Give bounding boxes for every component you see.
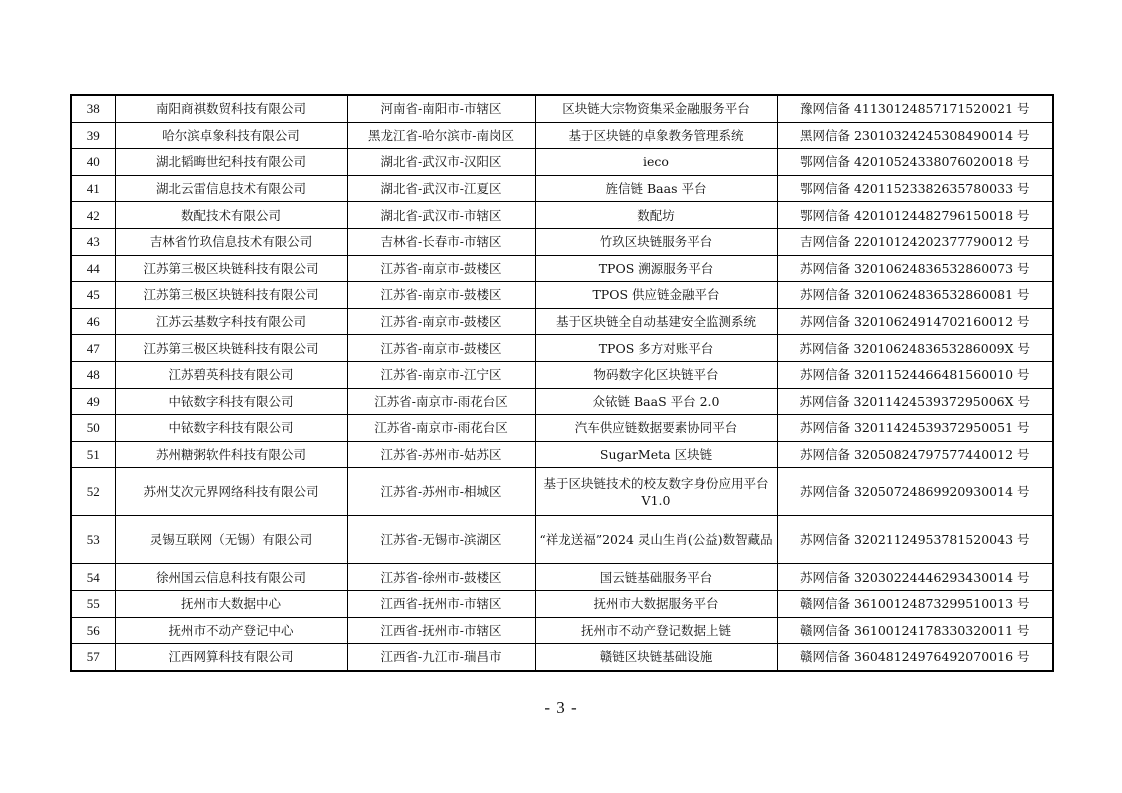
cell-filing-number: 鄂网信备 42011523382635780033 号 bbox=[777, 175, 1053, 202]
cell-service-name: 竹玖区块链服务平台 bbox=[535, 228, 777, 255]
cell-company: 江西网算科技有限公司 bbox=[115, 644, 347, 671]
cell-location: 吉林省-长春市-市辖区 bbox=[347, 228, 535, 255]
cell-service-name: TPOS 多方对账平台 bbox=[535, 335, 777, 362]
cell-location: 江苏省-南京市-鼓楼区 bbox=[347, 335, 535, 362]
cell-service-name: 基于区块链的卓象教务管理系统 bbox=[535, 122, 777, 149]
cell-company: 中铱数字科技有限公司 bbox=[115, 415, 347, 442]
cell-filing-number: 赣网信备 36048124976492070016 号 bbox=[777, 644, 1053, 671]
cell-number: 55 bbox=[71, 590, 115, 617]
cell-service-name: 赣链区块链基础设施 bbox=[535, 644, 777, 671]
cell-location: 江苏省-徐州市-鼓楼区 bbox=[347, 564, 535, 591]
cell-filing-number: 苏网信备 32050824797577440012 号 bbox=[777, 441, 1053, 468]
table-row bbox=[71, 95, 1053, 122]
cell-filing-number: 鄂网信备 42010524338076020018 号 bbox=[777, 149, 1053, 176]
cell-company: 哈尔滨卓象科技有限公司 bbox=[115, 122, 347, 149]
cell-number: 50 bbox=[71, 415, 115, 442]
cell-service-name: 汽车供应链数据要素协同平台 bbox=[535, 415, 777, 442]
cell-location: 江苏省-苏州市-姑苏区 bbox=[347, 441, 535, 468]
cell-company: 徐州国云信息科技有限公司 bbox=[115, 564, 347, 591]
cell-filing-number: 黑网信备 23010324245308490014 号 bbox=[777, 122, 1053, 149]
cell-service-name: SugarMeta 区块链 bbox=[535, 441, 777, 468]
table-row bbox=[71, 202, 1053, 229]
cell-filing-number: 苏网信备 32010624836532860073 号 bbox=[777, 255, 1053, 282]
cell-service-name: TPOS 供应链金融平台 bbox=[535, 282, 777, 309]
cell-location: 河南省-南阳市-市辖区 bbox=[347, 95, 535, 122]
cell-location: 江西省-抚州市-市辖区 bbox=[347, 590, 535, 617]
table-row bbox=[71, 361, 1053, 388]
cell-filing-number: 鄂网信备 42010124482796150018 号 bbox=[777, 202, 1053, 229]
cell-filing-number: 苏网信备 32010624836532860081 号 bbox=[777, 282, 1053, 309]
cell-service-name: TPOS 溯源服务平台 bbox=[535, 255, 777, 282]
cell-company: 中铱数字科技有限公司 bbox=[115, 388, 347, 415]
cell-service-name: ieco bbox=[535, 149, 777, 176]
cell-number: 41 bbox=[71, 175, 115, 202]
table-row bbox=[71, 335, 1053, 362]
cell-company: 吉林省竹玖信息技术有限公司 bbox=[115, 228, 347, 255]
cell-service-name: 抚州市大数据服务平台 bbox=[535, 590, 777, 617]
table-row bbox=[71, 255, 1053, 282]
cell-number: 39 bbox=[71, 122, 115, 149]
cell-filing-number: 苏网信备 32011424539372950051 号 bbox=[777, 415, 1053, 442]
cell-location: 江苏省-南京市-江宁区 bbox=[347, 361, 535, 388]
cell-filing-number: 苏网信备 3201142453937295006X 号 bbox=[777, 388, 1053, 415]
registry-table-body bbox=[71, 95, 1053, 671]
cell-company: 抚州市大数据中心 bbox=[115, 590, 347, 617]
cell-location: 江西省-抚州市-市辖区 bbox=[347, 617, 535, 644]
table-row bbox=[71, 149, 1053, 176]
cell-location: 江苏省-南京市-雨花台区 bbox=[347, 415, 535, 442]
cell-service-name: 基于区块链技术的校友数字身份应用平台 V1.0 bbox=[535, 468, 777, 516]
cell-location: 黑龙江省-哈尔滨市-南岗区 bbox=[347, 122, 535, 149]
table-row bbox=[71, 590, 1053, 617]
cell-company: 灵锡互联网（无锡）有限公司 bbox=[115, 516, 347, 564]
cell-company: 江苏第三极区块链科技有限公司 bbox=[115, 255, 347, 282]
cell-filing-number: 赣网信备 36100124873299510013 号 bbox=[777, 590, 1053, 617]
cell-filing-number: 苏网信备 32021124953781520043 号 bbox=[777, 516, 1053, 564]
table-row bbox=[71, 388, 1053, 415]
cell-number: 45 bbox=[71, 282, 115, 309]
cell-filing-number: 赣网信备 36100124178330320011 号 bbox=[777, 617, 1053, 644]
cell-service-name: 抚州市不动产登记数据上链 bbox=[535, 617, 777, 644]
table-row bbox=[71, 175, 1053, 202]
table-row bbox=[71, 468, 1053, 516]
cell-service-name: 物码数字化区块链平台 bbox=[535, 361, 777, 388]
cell-location: 江苏省-南京市-鼓楼区 bbox=[347, 308, 535, 335]
cell-company: 江苏碧英科技有限公司 bbox=[115, 361, 347, 388]
cell-location: 江苏省-苏州市-相城区 bbox=[347, 468, 535, 516]
cell-location: 湖北省-武汉市-汉阳区 bbox=[347, 149, 535, 176]
cell-number: 49 bbox=[71, 388, 115, 415]
cell-company: 江苏第三极区块链科技有限公司 bbox=[115, 335, 347, 362]
cell-company: 苏州糖粥软件科技有限公司 bbox=[115, 441, 347, 468]
cell-number: 57 bbox=[71, 644, 115, 671]
cell-company: 南阳商祺数贸科技有限公司 bbox=[115, 95, 347, 122]
table-row bbox=[71, 516, 1053, 564]
cell-filing-number: 苏网信备 3201062483653286009X 号 bbox=[777, 335, 1053, 362]
cell-location: 江苏省-南京市-鼓楼区 bbox=[347, 282, 535, 309]
cell-number: 44 bbox=[71, 255, 115, 282]
table-row bbox=[71, 617, 1053, 644]
cell-service-name: 基于区块链全自动基建安全监测系统 bbox=[535, 308, 777, 335]
cell-filing-number: 苏网信备 32030224446293430014 号 bbox=[777, 564, 1053, 591]
table-row bbox=[71, 308, 1053, 335]
table-row bbox=[71, 122, 1053, 149]
page-number: - 3 - bbox=[544, 698, 578, 717]
cell-location: 江苏省-无锡市-滨湖区 bbox=[347, 516, 535, 564]
cell-company: 数配技术有限公司 bbox=[115, 202, 347, 229]
cell-number: 48 bbox=[71, 361, 115, 388]
cell-filing-number: 苏网信备 32050724869920930014 号 bbox=[777, 468, 1053, 516]
cell-location: 湖北省-武汉市-市辖区 bbox=[347, 202, 535, 229]
cell-company: 苏州艾次元界网络科技有限公司 bbox=[115, 468, 347, 516]
table-row bbox=[71, 282, 1053, 309]
cell-location: 江苏省-南京市-鼓楼区 bbox=[347, 255, 535, 282]
cell-filing-number: 苏网信备 32011524466481560010 号 bbox=[777, 361, 1053, 388]
cell-location: 湖北省-武汉市-江夏区 bbox=[347, 175, 535, 202]
cell-service-name: 国云链基础服务平台 bbox=[535, 564, 777, 591]
table-row bbox=[71, 415, 1053, 442]
table-row bbox=[71, 228, 1053, 255]
cell-number: 43 bbox=[71, 228, 115, 255]
cell-filing-number: 苏网信备 32010624914702160012 号 bbox=[777, 308, 1053, 335]
table-row bbox=[71, 564, 1053, 591]
cell-service-name: 数配坊 bbox=[535, 202, 777, 229]
cell-number: 40 bbox=[71, 149, 115, 176]
cell-location: 江苏省-南京市-雨花台区 bbox=[347, 388, 535, 415]
cell-number: 46 bbox=[71, 308, 115, 335]
cell-filing-number: 吉网信备 22010124202377790012 号 bbox=[777, 228, 1053, 255]
cell-company: 抚州市不动产登记中心 bbox=[115, 617, 347, 644]
cell-service-name: 众铱链 BaaS 平台 2.0 bbox=[535, 388, 777, 415]
cell-number: 51 bbox=[71, 441, 115, 468]
cell-number: 54 bbox=[71, 564, 115, 591]
cell-number: 52 bbox=[71, 468, 115, 516]
cell-company: 江苏云基数字科技有限公司 bbox=[115, 308, 347, 335]
cell-service-name: 旌信链 Baas 平台 bbox=[535, 175, 777, 202]
cell-number: 42 bbox=[71, 202, 115, 229]
cell-number: 47 bbox=[71, 335, 115, 362]
table-row bbox=[71, 644, 1053, 671]
cell-company: 江苏第三极区块链科技有限公司 bbox=[115, 282, 347, 309]
cell-number: 56 bbox=[71, 617, 115, 644]
cell-company: 湖北韬晦世纪科技有限公司 bbox=[115, 149, 347, 176]
cell-location: 江西省-九江市-瑞昌市 bbox=[347, 644, 535, 671]
cell-company: 湖北云雷信息技术有限公司 bbox=[115, 175, 347, 202]
cell-filing-number: 豫网信备 41130124857171520021 号 bbox=[777, 95, 1053, 122]
cell-number: 38 bbox=[71, 95, 115, 122]
table-row bbox=[71, 441, 1053, 468]
cell-service-name: 区块链大宗物资集采金融服务平台 bbox=[535, 95, 777, 122]
cell-service-name: “祥龙送福”2024 灵山生肖(公益)数智藏品 bbox=[535, 516, 777, 564]
registry-table bbox=[70, 94, 1054, 672]
cell-number: 53 bbox=[71, 516, 115, 564]
